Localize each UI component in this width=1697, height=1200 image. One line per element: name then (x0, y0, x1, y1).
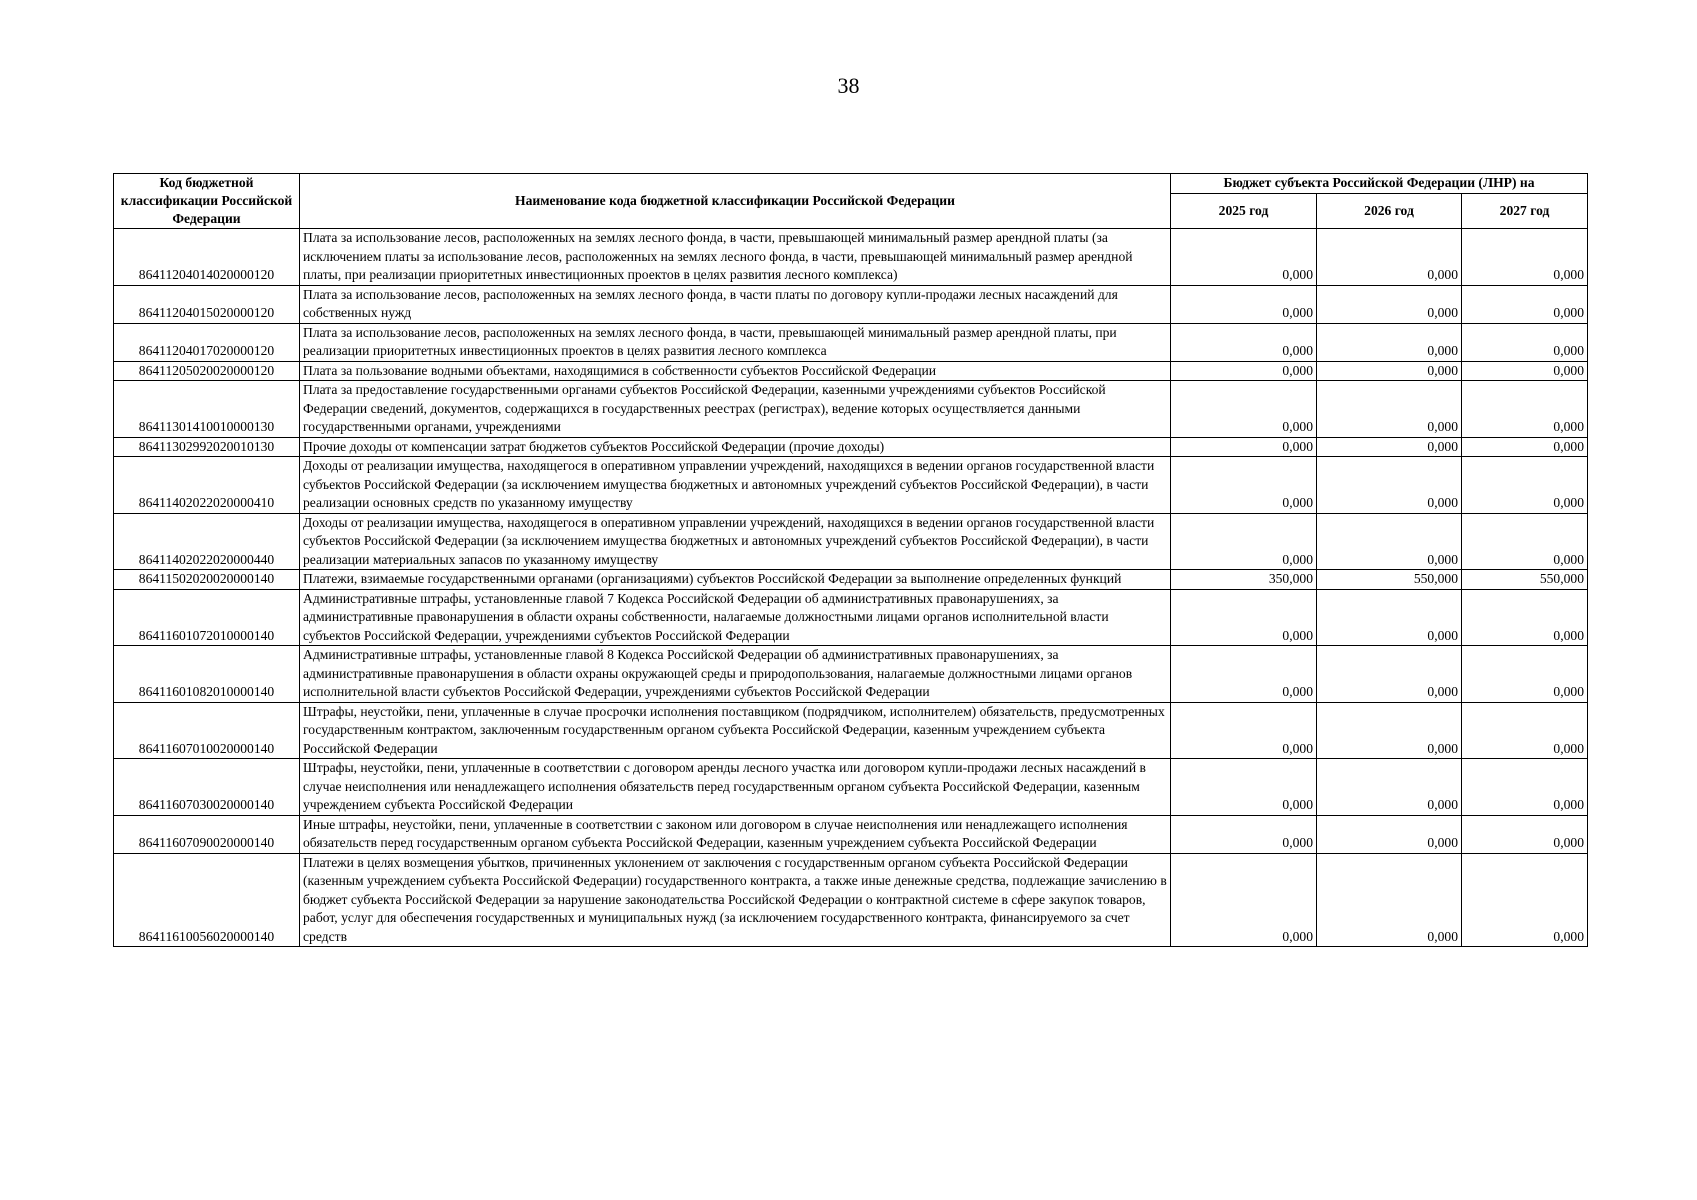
table-row (114, 381, 1588, 438)
row-value-2027: 0,000 (1462, 457, 1588, 514)
row-name: Доходы от реализации имущества, находящегося в оперативном управлении учреждений, находящихся в ведении органов государственной власти субъектов Российской Федерации (за исключением имущества бюджетных и автономных учреждений субъектов Российской Федерации), в части реализации материальных запасов по указанному имуществу (300, 513, 1171, 570)
table-row (114, 570, 1588, 590)
row-value-2025: 0,000 (1171, 702, 1317, 759)
row-value-2027: 0,000 (1462, 589, 1588, 646)
row-code: 86411610056020000140 (114, 853, 300, 947)
row-value-2026: 0,000 (1317, 759, 1462, 816)
page-number: 38 (837, 73, 860, 98)
row-name: Плата за использование лесов, расположенных на землях лесного фонда, в части, превышающей минимальный размер арендной платы, при реализации приоритетных инвестиционных проектов в целях развития лесного комплекса (300, 323, 1171, 361)
table-row (114, 229, 1588, 286)
row-value-2025: 0,000 (1171, 285, 1317, 323)
row-value-2025: 0,000 (1171, 513, 1317, 570)
row-value-2025: 0,000 (1171, 437, 1317, 457)
row-value-2025: 0,000 (1171, 361, 1317, 381)
row-value-2026: 0,000 (1317, 646, 1462, 703)
header-code: Код бюджетной классификации Российской Федерации (114, 174, 300, 229)
row-value-2026: 0,000 (1317, 381, 1462, 438)
row-value-2026: 0,000 (1317, 229, 1462, 286)
table-row (114, 323, 1588, 361)
row-code: 86411402022020000440 (114, 513, 300, 570)
header-year-2027: 2027 год (1462, 194, 1588, 229)
row-value-2027: 0,000 (1462, 702, 1588, 759)
row-value-2026: 0,000 (1317, 323, 1462, 361)
row-value-2027: 0,000 (1462, 381, 1588, 438)
row-value-2026: 0,000 (1317, 361, 1462, 381)
row-name: Плата за использование лесов, расположенных на землях лесного фонда, в части, превышающей минимальный размер арендной платы (за исключением платы за использование лесов, расположенных на землях лесного фонда, в части, превышающей минимальный размер арендной платы, при реализации приоритетных инвестиционных проектов в целях развития лесного комплекса) (300, 229, 1171, 286)
row-name: Прочие доходы от компенсации затрат бюджетов субъектов Российской Федерации (прочие доходы) (300, 437, 1171, 457)
row-code: 86411301410010000130 (114, 381, 300, 438)
row-value-2027: 0,000 (1462, 437, 1588, 457)
row-value-2027: 0,000 (1462, 285, 1588, 323)
row-name: Платежи в целях возмещения убытков, причиненных уклонением от заключения с государственным органом субъекта Российской Федерации (казенным учреждением субъекта Российской Федерации) государственного контракта, а также иные денежные средства, подлежащие зачислению в бюджет субъекта Российской Федерации за нарушение законодательства Российской Федерации о контрактной системе в сфере закупок товаров, работ, услуг для обеспечения государственных и муниципальных нужд (за исключением государственного контракта, финансируемого за счет средств (300, 853, 1171, 947)
row-value-2027: 0,000 (1462, 323, 1588, 361)
row-code: 86411607090020000140 (114, 815, 300, 853)
row-value-2027: 0,000 (1462, 513, 1588, 570)
row-value-2025: 0,000 (1171, 646, 1317, 703)
table-row (114, 853, 1588, 947)
row-name: Доходы от реализации имущества, находящегося в оперативном управлении учреждений, находящихся в ведении органов государственной власти субъектов Российской Федерации (за исключением имущества бюджетных и автономных учреждений субъектов Российской Федерации), в части реализации основных средств по указанному имуществу (300, 457, 1171, 514)
row-code: 86411601082010000140 (114, 646, 300, 703)
budget-table (113, 173, 1588, 947)
row-name: Плата за пользование водными объектами, находящимися в собственности субъектов Российской Федерации (300, 361, 1171, 381)
table-row (114, 815, 1588, 853)
header-year-2025: 2025 год (1171, 194, 1317, 229)
row-value-2026: 0,000 (1317, 853, 1462, 947)
row-value-2025: 0,000 (1171, 323, 1317, 361)
row-value-2026: 0,000 (1317, 513, 1462, 570)
row-value-2026: 0,000 (1317, 437, 1462, 457)
row-code: 86411502020020000140 (114, 570, 300, 590)
header-name: Наименование кода бюджетной классификации Российской Федерации (300, 174, 1171, 229)
row-value-2025: 0,000 (1171, 853, 1317, 947)
row-name: Платежи, взимаемые государственными органами (организациями) субъектов Российской Федерации за выполнение определенных функций (300, 570, 1171, 590)
row-code: 86411302992020010130 (114, 437, 300, 457)
row-code: 86411205020020000120 (114, 361, 300, 381)
table-row (114, 457, 1588, 514)
row-name: Административные штрафы, установленные главой 7 Кодекса Российской Федерации об административных правонарушениях, за административные правонарушения в области охраны собственности, налагаемые должностными лицами органов исполнительной власти субъектов Российской Федерации, учреждениями субъектов Российской Федерации (300, 589, 1171, 646)
row-value-2025: 0,000 (1171, 759, 1317, 816)
row-value-2025: 0,000 (1171, 229, 1317, 286)
row-code: 86411204017020000120 (114, 323, 300, 361)
row-value-2027: 0,000 (1462, 361, 1588, 381)
table-row (114, 437, 1588, 457)
table-row (114, 513, 1588, 570)
row-value-2025: 0,000 (1171, 457, 1317, 514)
row-value-2026: 0,000 (1317, 457, 1462, 514)
row-code: 86411607010020000140 (114, 702, 300, 759)
row-value-2025: 350,000 (1171, 570, 1317, 590)
row-value-2027: 0,000 (1462, 853, 1588, 947)
row-value-2027: 0,000 (1462, 759, 1588, 816)
table-row (114, 361, 1588, 381)
row-code: 86411204015020000120 (114, 285, 300, 323)
table-row (114, 646, 1588, 703)
row-value-2025: 0,000 (1171, 815, 1317, 853)
row-code: 86411204014020000120 (114, 229, 300, 286)
row-value-2027: 0,000 (1462, 229, 1588, 286)
row-code: 86411607030020000140 (114, 759, 300, 816)
row-value-2025: 0,000 (1171, 381, 1317, 438)
table-row (114, 589, 1588, 646)
row-name: Иные штрафы, неустойки, пени, уплаченные в соответствии с законом или договором в случае неисполнения или ненадлежащего исполнения обязательств перед государственным органом субъекта Российской Федерации, казенным учреждением субъекта Российской Федерации (300, 815, 1171, 853)
table-row (114, 702, 1588, 759)
row-value-2026: 0,000 (1317, 815, 1462, 853)
row-value-2027: 550,000 (1462, 570, 1588, 590)
row-value-2026: 550,000 (1317, 570, 1462, 590)
row-name: Плата за предоставление государственными органами субъектов Российской Федерации, казенными учреждениями субъектов Российской Федерации сведений, документов, содержащихся в государственных реестрах (регистрах), ведение которых осуществляется данными государственными органами, учреждениями (300, 381, 1171, 438)
row-value-2027: 0,000 (1462, 815, 1588, 853)
table-row (114, 285, 1588, 323)
header-budget-group: Бюджет субъекта Российской Федерации (ЛНР) на (1171, 174, 1588, 194)
row-name: Административные штрафы, установленные главой 8 Кодекса Российской Федерации об административных правонарушениях, за административные правонарушения в области охраны окружающей среды и природопользования, налагаемые должностными лицами органов исполнительной власти субъектов Российской Федерации, учреждениями субъектов Российской Федерации (300, 646, 1171, 703)
row-code: 86411402022020000410 (114, 457, 300, 514)
row-value-2026: 0,000 (1317, 589, 1462, 646)
table-body (114, 229, 1588, 947)
row-value-2026: 0,000 (1317, 702, 1462, 759)
row-name: Штрафы, неустойки, пени, уплаченные в случае просрочки исполнения поставщиком (подрядчиком, исполнителем) обязательств, предусмотренных государственным контрактом, заключенным государственным органом субъекта Российской Федерации, казенным учреждением субъекта Российской Федерации (300, 702, 1171, 759)
row-code: 86411601072010000140 (114, 589, 300, 646)
row-name: Плата за использование лесов, расположенных на землях лесного фонда, в части платы по договору купли-продажи лесных насаждений для собственных нужд (300, 285, 1171, 323)
row-value-2026: 0,000 (1317, 285, 1462, 323)
row-value-2025: 0,000 (1171, 589, 1317, 646)
row-value-2027: 0,000 (1462, 646, 1588, 703)
row-name: Штрафы, неустойки, пени, уплаченные в соответствии с договором аренды лесного участка или договором купли-продажи лесных насаждений в случае неисполнения или ненадлежащего исполнения обязательств перед государственным органом субъекта Российской Федерации, казенным учреждением субъекта Российской Федерации (300, 759, 1171, 816)
header-row-top (114, 174, 1588, 194)
table-row (114, 759, 1588, 816)
table-header (114, 174, 1588, 229)
header-year-2026: 2026 год (1317, 194, 1462, 229)
